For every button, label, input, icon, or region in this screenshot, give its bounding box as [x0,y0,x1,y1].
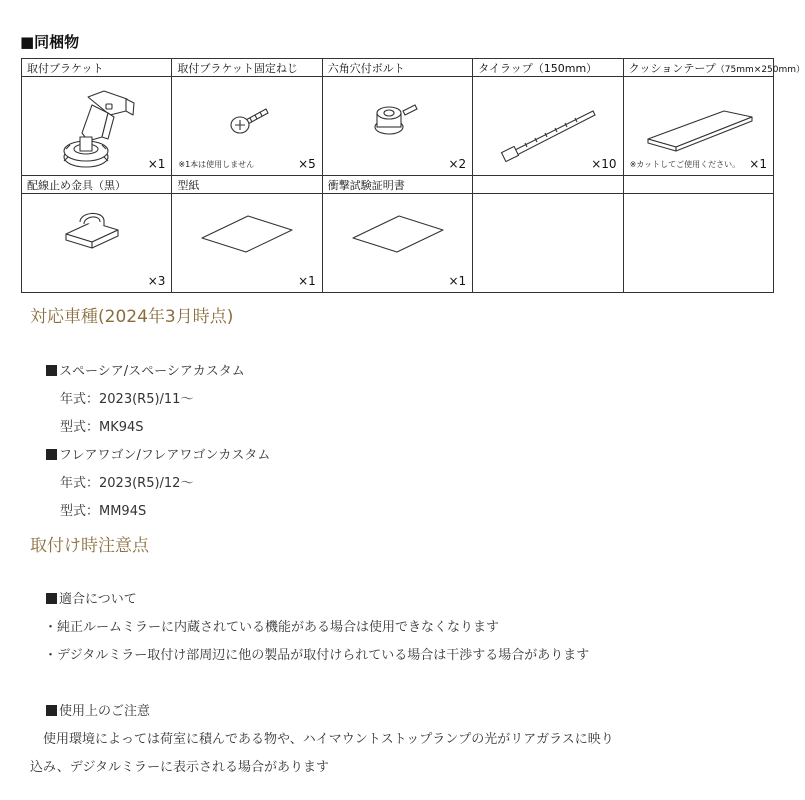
item-cell-empty [623,194,773,293]
item-name-certificate: 衝撃試験証明書 [322,176,472,194]
vehicle-year: 年式：2023(R5)/11～ [60,392,194,407]
item-name-wire-clip: 配線止め金具（黒） [22,176,172,194]
vehicle-name [46,444,270,463]
usage-note-line: 込み、デジタルミラーに表示される場合があります [30,760,330,775]
item-qty: ×3 [147,274,166,288]
item-qty: ×5 [298,157,316,171]
contents-table [21,58,805,293]
caution-item: ・デジタルミラー取付け部周辺に他の製品が取付けられている場合は干渉する場合があります [44,648,590,663]
compatible-vehicles-heading: 対応車種(2024年3月時点) [30,307,234,327]
contents-section-title: ■同梱物 [20,33,80,51]
item-cell-empty [473,194,623,293]
item-name-hex-bolt: 六角穴付ボルト [322,59,472,77]
item-qty: ×1 [749,157,767,171]
item-cell-certificate [322,194,472,293]
vehicle-year: 年式：2023(R5)/12～ [60,476,194,491]
item-name-cable-tie: タイラップ（150mm） [473,59,623,77]
item-name-template: 型紙 [172,176,322,194]
table-row [22,59,774,77]
installation-cautions-heading: 取付け時注意点 [30,536,149,556]
compatibility-title-text: 適合について [59,592,137,607]
usage-notes-title-text: 使用上のご注意 [59,704,151,719]
vehicle-type: 型式：MM94S [60,504,147,519]
item-cell-bracket [22,77,172,176]
table-row [22,194,774,293]
cushion-tape-size: （75mm×250mm） [715,64,805,75]
table-row [22,176,774,194]
item-qty: ×1 [147,157,166,171]
item-note: ※カットしてご使用ください。 [629,160,741,169]
vehicle-type: 型式：MK94S [60,420,144,435]
item-name-bracket: 取付ブラケット [22,59,172,77]
vehicle-name-text: フレアワゴン/フレアワゴンカスタム [59,448,271,463]
item-name-empty [473,176,623,194]
item-cell-screw [172,77,322,176]
item-qty: ×2 [448,157,467,171]
item-qty: ×1 [298,274,316,288]
item-name-empty [623,176,773,194]
item-qty: ×10 [591,157,617,171]
item-cell-cable-tie [473,77,623,176]
usage-notes-title [46,700,150,719]
cushion-tape-name: クッションテープ [628,61,716,75]
item-cell-template [172,194,322,293]
item-cell-wire-clip [22,194,172,293]
compatibility-title [46,588,137,607]
caution-item: ・純正ルームミラーに内蔵されている機能がある場合は使用できなくなります [44,620,500,635]
usage-note-line: 使用環境によっては荷室に積んである物や、ハイマウントストップランプの光がリアガラスに映り [30,732,614,747]
vehicle-name-text: スペーシア/スペーシアカスタム [59,364,245,379]
item-name-screw: 取付ブラケット固定ねじ [172,59,322,77]
table-row [22,77,774,176]
item-cell-hex-bolt [322,77,472,176]
item-qty: ×1 [448,274,467,288]
vehicle-name [46,360,245,379]
item-name-cushion-tape [623,59,805,77]
item-cell-cushion-tape [623,77,773,176]
item-note: ※1本は使用しません [178,160,255,169]
